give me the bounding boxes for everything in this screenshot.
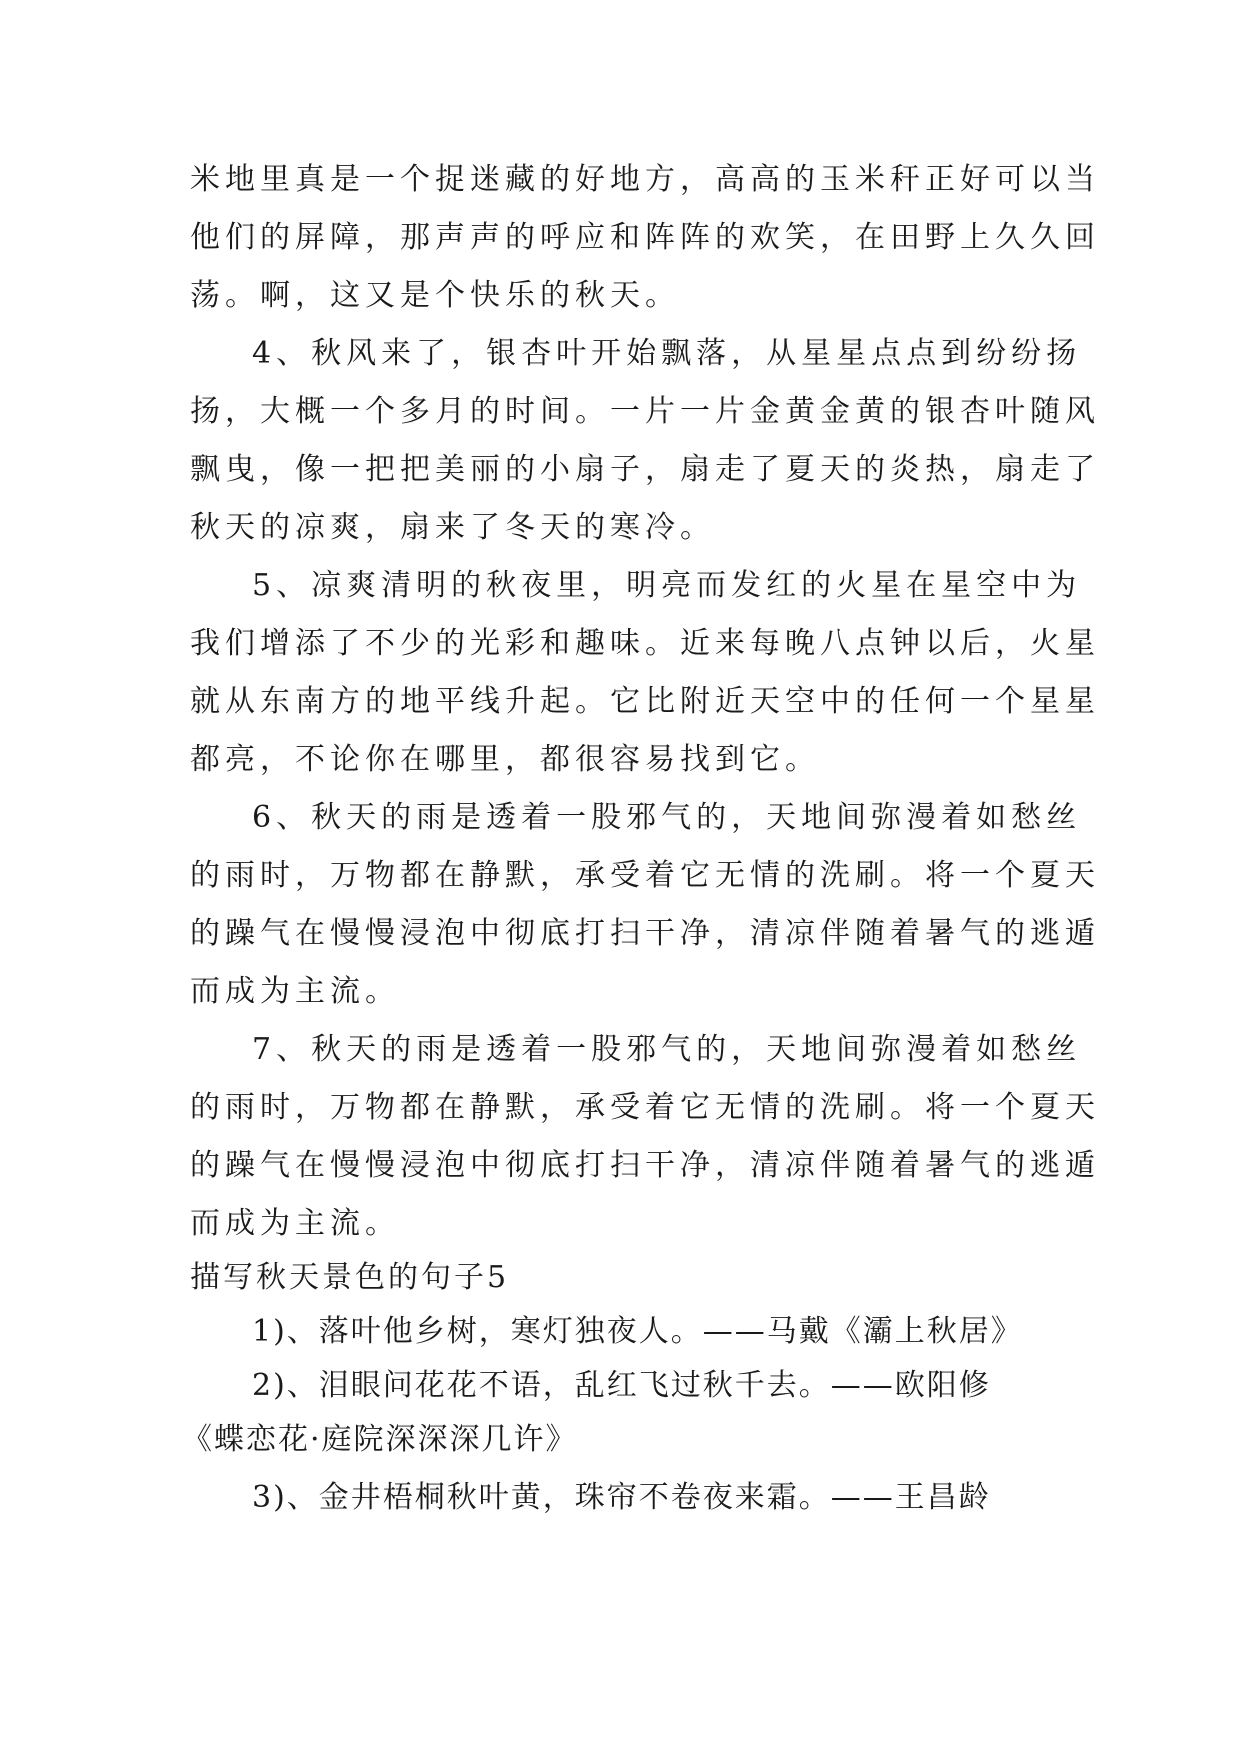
text-line: 都亮，不论你在哪里，都很容易找到它。 bbox=[190, 742, 820, 777]
text-line: 扬，大概一个多月的时间。一片一片金黄金黄的银杏叶随风 bbox=[190, 394, 1100, 429]
text-line: 的雨时，万物都在静默，承受着它无情的洗刷。将一个夏天 bbox=[190, 1090, 1100, 1125]
text-line: 的躁气在慢慢浸泡中彻底打扫干净，清凉伴随着暑气的逃遁 bbox=[190, 916, 1100, 951]
text-line: 而成为主流。 bbox=[190, 1206, 400, 1241]
paragraph-7-line: 7、秋天的雨是透着一股邪气的，天地间弥漫着如愁丝 bbox=[252, 1032, 1082, 1067]
paragraph-6-line: 6、秋天的雨是透着一股邪气的，天地间弥漫着如愁丝 bbox=[252, 800, 1082, 835]
text-line: 飘曳，像一把把美丽的小扇子，扇走了夏天的炎热，扇走了 bbox=[190, 452, 1100, 487]
text-line: 的雨时，万物都在静默，承受着它无情的洗刷。将一个夏天 bbox=[190, 858, 1100, 893]
text-line: 就从东南方的地平线升起。它比附近天空中的任何一个星星 bbox=[190, 684, 1100, 719]
quote-line: 1)、落叶他乡树，寒灯独夜人。——马戴《灞上秋居》 bbox=[252, 1314, 1023, 1349]
text-line: 我们增添了不少的光彩和趣味。近来每晚八点钟以后，火星 bbox=[190, 626, 1100, 661]
quote-line: 3)、金井梧桐秋叶黄，珠帘不卷夜来霜。——王昌龄 bbox=[252, 1480, 991, 1515]
section-heading: 描写秋天景色的句子5 bbox=[190, 1260, 510, 1295]
quote-line: 2)、泪眼问花花不语，乱红飞过秋千去。——欧阳修 bbox=[252, 1368, 991, 1403]
text-line: 他们的屏障，那声声的呼应和阵阵的欢笑，在田野上久久回 bbox=[190, 220, 1100, 255]
text-line: 而成为主流。 bbox=[190, 974, 400, 1009]
paragraph-5-line: 5、凉爽清明的秋夜里，明亮而发红的火星在星空中为 bbox=[252, 568, 1082, 603]
quote-line: 《蝶恋花·庭院深深深几许》 bbox=[182, 1422, 578, 1457]
text-line: 米地里真是一个捉迷藏的好地方，高高的玉米秆正好可以当 bbox=[190, 162, 1100, 197]
text-line: 荡。啊，这又是个快乐的秋天。 bbox=[190, 278, 680, 313]
text-line: 秋天的凉爽，扇来了冬天的寒冷。 bbox=[190, 510, 715, 545]
paragraph-4-line: 4、秋风来了，银杏叶开始飘落，从星星点点到纷纷扬 bbox=[252, 336, 1082, 371]
text-line: 的躁气在慢慢浸泡中彻底打扫干净，清凉伴随着暑气的逃遁 bbox=[190, 1148, 1100, 1183]
